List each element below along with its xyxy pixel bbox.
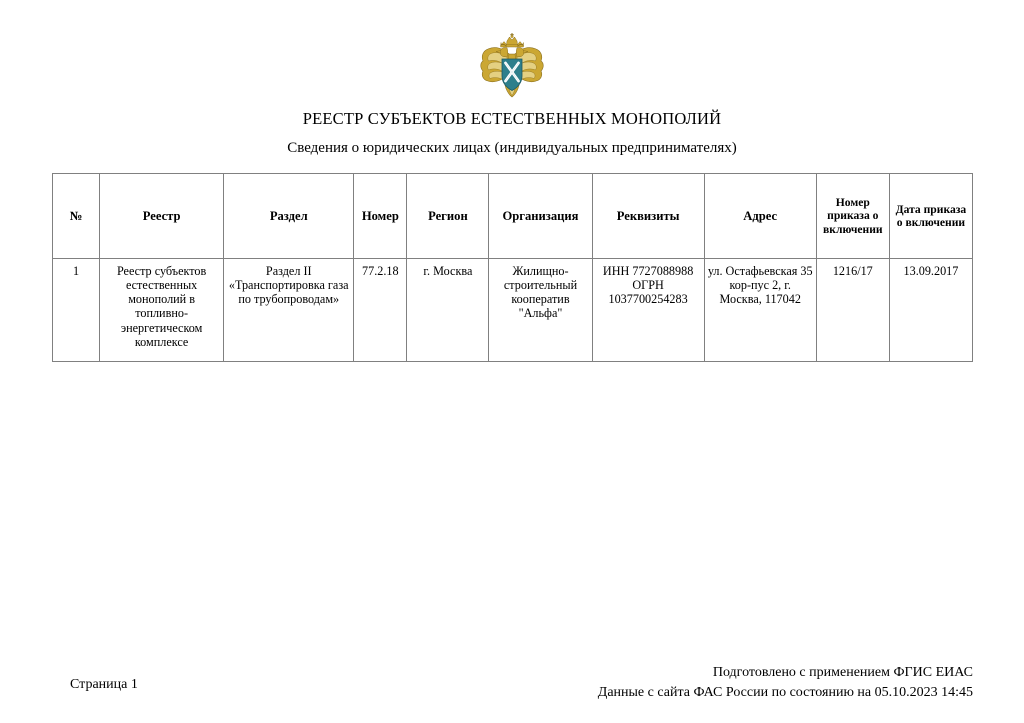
source-note: Данные с сайта ФАС России по состоянию на 05.10.2023 14:45 <box>597 685 973 701</box>
column-header-num: № <box>53 174 100 259</box>
cell-address: ул. Остафьевская 35 кор-пус 2, г. Москва, 117042 <box>704 259 816 362</box>
footer-notes <box>598 663 973 704</box>
document-subtitle: Сведения о юридических лицах (индивидуальных предпринимателях) <box>287 140 737 156</box>
column-header-order-date: Дата приказа о включении <box>889 174 972 259</box>
column-header-registry: Реестр <box>100 174 224 259</box>
document-title: РЕЕСТР СУБЪЕКТОВ ЕСТЕСТВЕННЫХ МОНОПОЛИЙ <box>302 109 722 128</box>
page-number-label: Страница 1 <box>70 677 138 692</box>
column-header-address: Адрес <box>704 174 816 259</box>
fas-russia-coat-of-arms-icon <box>478 28 546 104</box>
cell-registry: Реестр субъектов естественных монополий в топливно-энергетическом комплексе <box>100 259 224 362</box>
cell-details: ИНН 7727088988 ОГРН 1037700254283 <box>592 259 704 362</box>
column-header-section: Раздел <box>224 174 354 259</box>
cell-number: 77.2.18 <box>354 259 407 362</box>
column-header-details: Реквизиты <box>592 174 704 259</box>
cell-org: Жилищно-строительный кооператив "Альфа" <box>489 259 592 362</box>
column-header-region: Регион <box>407 174 489 259</box>
column-header-order-number: Номер приказа о включении <box>816 174 889 259</box>
cell-num: 1 <box>53 259 100 362</box>
cell-section: Раздел II «Транспортировка газа по трубопроводам» <box>224 259 354 362</box>
cell-order-date: 13.09.2017 <box>889 259 972 362</box>
cell-order-number: 1216/17 <box>816 259 889 362</box>
prepared-with-note: Подготовлено с применением ФГИС ЕИАС <box>712 665 973 680</box>
table-header-row <box>53 174 973 259</box>
emblem-container <box>0 28 1024 104</box>
column-header-org: Организация <box>489 174 592 259</box>
registry-table <box>52 173 973 362</box>
cell-region: г. Москва <box>407 259 489 362</box>
table-row <box>53 259 973 362</box>
column-header-number: Номер <box>354 174 407 259</box>
